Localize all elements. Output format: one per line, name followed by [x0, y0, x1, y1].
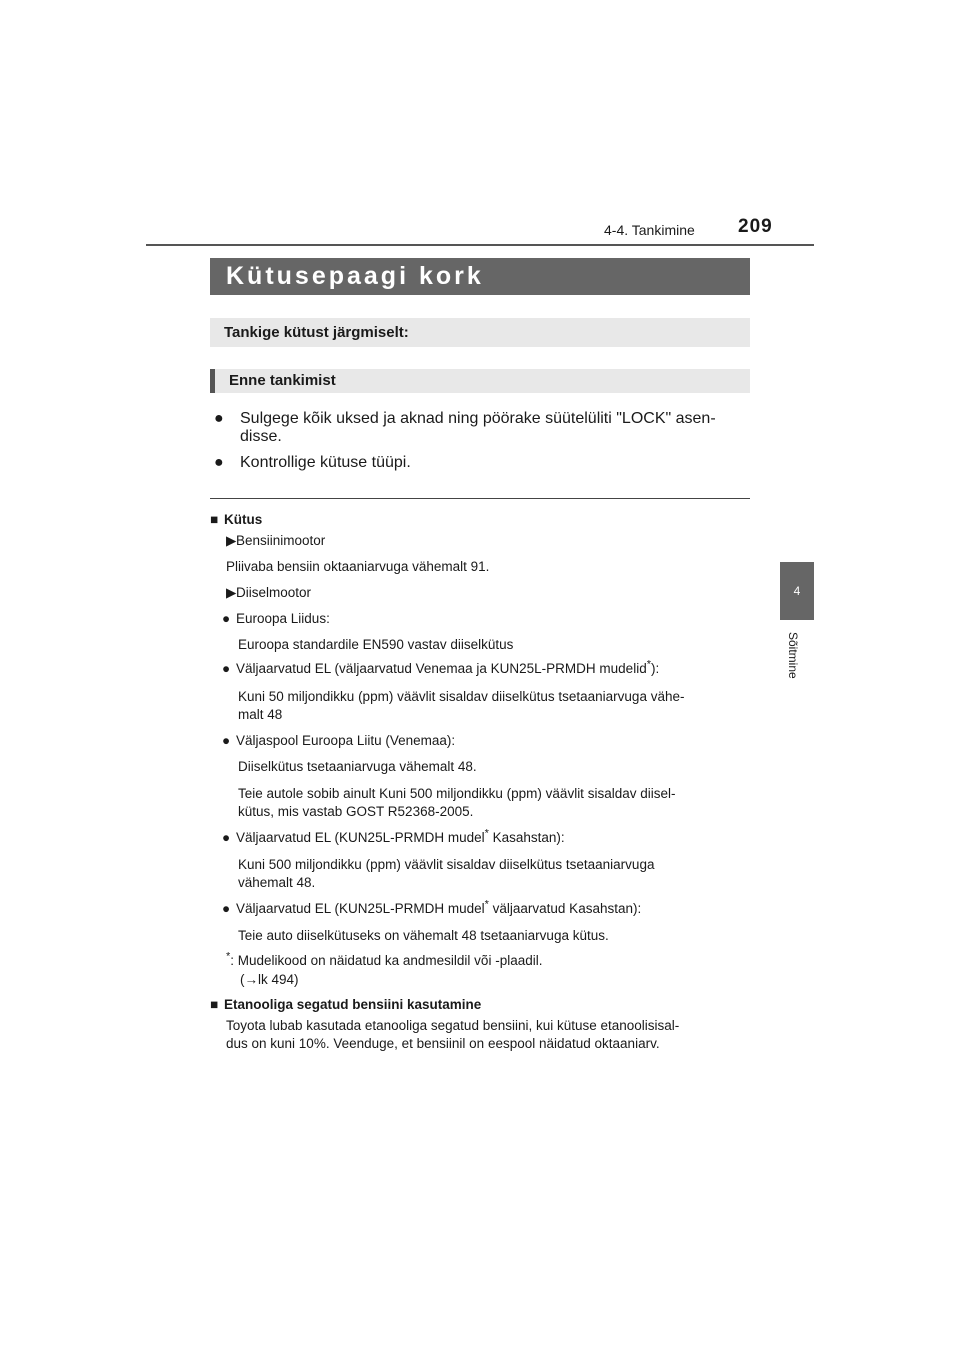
- triangle-icon: ▶: [226, 585, 237, 600]
- outside-eu-label: ● Väljaspool Euroopa Liitu (Venemaa):: [222, 733, 456, 748]
- bullet-icon: ●: [222, 830, 231, 845]
- footnote-page-ref[interactable]: (→lk 494): [240, 972, 299, 987]
- bullet-text: Sulgege kõik uksed ja aknad ning pöörake süütelüliti "LOCK" asen-: [240, 410, 716, 427]
- header-divider: [146, 244, 814, 246]
- section-label: 4-4. Tankimine: [604, 222, 695, 238]
- bullet-icon: ●: [214, 454, 224, 471]
- ethanol-text-2: dus on kuni 10%. Veenduge, et bensiinil on eespool näidatud oktaaniarv.: [226, 1036, 660, 1051]
- non-kazakhstan-label: ● Väljaarvatud EL (KUN25L-PRMDH mudel* väljaarvatud Kasahstan):: [222, 898, 642, 916]
- ex-eu-label: ● Väljaarvatud EL (väljaarvatud Venemaa ja KUN25L-PRMDH mudelid*):: [222, 658, 660, 676]
- ex-eu-text-2: malt 48: [238, 707, 283, 722]
- main-bullet-1: [214, 407, 754, 431]
- ethanol-text-1: Toyota lubab kasutada etanooliga segatud bensiini, kui kütuse etanoolisisal-: [226, 1018, 680, 1033]
- main-bullet-2: [214, 451, 411, 475]
- bullet-text: Kontrollige kütuse tüüpi.: [240, 454, 411, 471]
- section-divider: [210, 498, 750, 499]
- kazakhstan-text-2: vähemalt 48.: [238, 875, 316, 890]
- kazakhstan-text-1: Kuni 500 miljondikku (ppm) väävlit sisaldav diiselkütus tsetaaniarvuga: [238, 857, 655, 872]
- subheading: Tankige kütust järgmiselt:: [210, 318, 750, 347]
- petrol-text: Pliivaba bensiin oktaaniarvuga vähemalt 91.: [226, 559, 490, 574]
- non-kazakhstan-text: Teie auto diiselkütuseks on vähemalt 48 tsetaaniarvuga kütus.: [238, 928, 609, 943]
- bullet-icon: ●: [222, 661, 231, 676]
- outside-eu-text-2a: Teie autole sobib ainult Kuni 500 miljondikku (ppm) väävlit sisaldav diisel-: [238, 786, 676, 801]
- outside-eu-text: Diiselkütus tsetaaniarvuga vähemalt 48.: [238, 759, 477, 774]
- footnote: *: Mudelikood on näidatud ka andmesildil või -plaadil.: [226, 950, 543, 968]
- fuel-heading: ■ Kütus: [210, 512, 263, 527]
- triangle-icon: ▶: [226, 533, 237, 548]
- ethanol-heading: ■ Etanooliga segatud bensiini kasutamine: [210, 997, 482, 1012]
- bullet-icon: ●: [214, 410, 224, 427]
- chapter-label: Sõitmine: [786, 632, 800, 679]
- bullet-icon: ●: [222, 611, 231, 626]
- chapter-tab: 4: [780, 562, 814, 620]
- petrol-label: ▶Bensiinimootor: [226, 533, 326, 548]
- bullet-icon: ●: [222, 901, 231, 916]
- page-title: Kütusepaagi kork: [210, 258, 750, 295]
- ex-eu-text-1: Kuni 50 miljondikku (ppm) väävlit sisaldav diiselkütus tsetaaniarvuga vähe-: [238, 689, 685, 704]
- bullet-icon: ●: [222, 733, 231, 748]
- kazakhstan-label: ● Väljaarvatud EL (KUN25L-PRMDH mudel* Kasahstan):: [222, 827, 565, 845]
- diesel-label: ▶Diiselmootor: [226, 585, 312, 600]
- main-bullet-1-cont: disse.: [240, 428, 282, 445]
- square-bullet-icon: ■: [210, 997, 219, 1012]
- page-number: 209: [738, 216, 773, 237]
- outside-eu-text-2b: kütus, mis vastab GOST R52368-2005.: [238, 804, 474, 819]
- eu-label: ● Euroopa Liidus:: [222, 611, 330, 626]
- square-bullet-icon: ■: [210, 512, 219, 527]
- eu-text: Euroopa standardile EN590 vastav diiselkütus: [238, 637, 514, 652]
- subheading-before-refuel: Enne tankimist: [210, 369, 750, 393]
